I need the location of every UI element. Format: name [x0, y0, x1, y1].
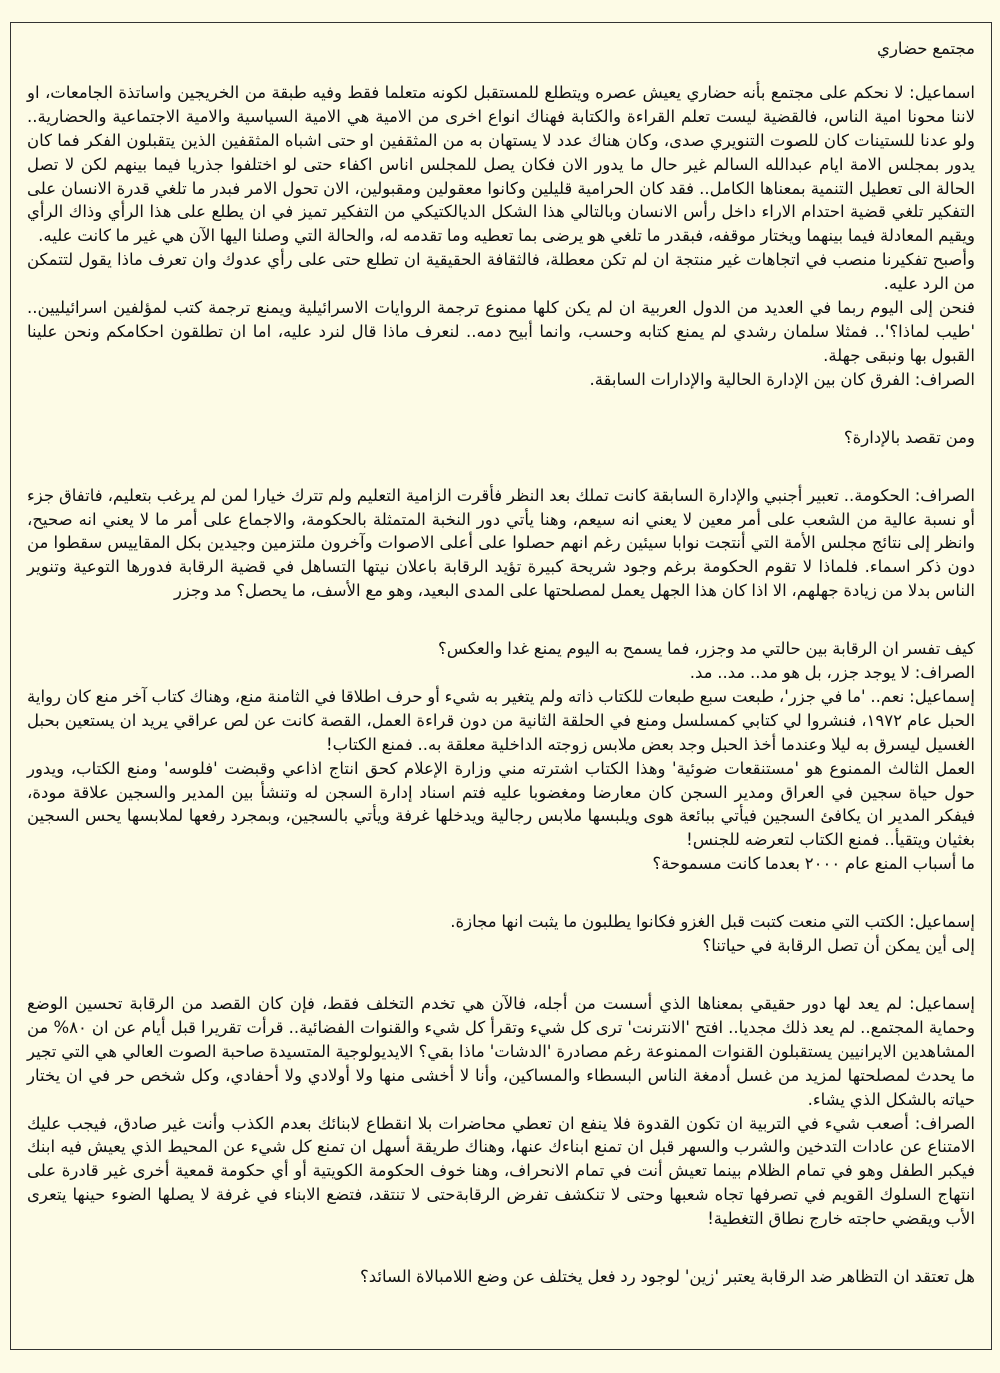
question-4: إلى أين يمكن أن تصل الرقابة في حياتنا؟: [702, 936, 975, 956]
spacer: [27, 876, 975, 910]
paragraph-ismail-6: إسماعيل: الكتب التي منعت كتبت قبل الغزو فكانوا يطلبون ما يثبت انها مجازة.: [450, 912, 975, 932]
paragraph-ismail-2: وأصبح تفكيرنا منصب في اتجاهات غير منتجة ان لم تكن معطلة، فالثقافة الحقيقية ان تطلع حتى على رأي عدوك وان تعرف ماذا يقول لتتمكن من الرد عليه.: [27, 250, 975, 294]
spacer: [27, 1231, 975, 1265]
spacer: [27, 603, 975, 637]
paragraph-ismail-1: اسماعيل: لا نحكم على مجتمع بأنه حضاري يعيش عصره ويتطلع للمستقبل لكونه متعلما فقط وفيه طبقة من الخريجين واساتذة الجامعات، او لاننا محونا امية الناس، فالقضية ليست تعلم القراءة والكتابة فهناك انواع اخرى من الامية هي الامية السياسية والامية الاجتماعية والحضارية.. ولو عدنا للستينات كان للصوت التنويري صدى، وكان هناك عدد لا يستهان به من المثقفين او حتى اشباه المثقفين الذين يتقبلون الفكر فما كان يدور بمجلس الامة ايام عبدالله السالم غير حال ما يدور الان فكان يصل للمجلس اناس اكفاء حتى لو اختلفوا جذريا فيما بينهم لكن لا تصل الحالة الى تعطيل التنمية بمعناها الكامل.. فقد كان الحرامية قليلين وكانوا معقولين ومقبولين، الان تحول الامر فبدر ما تلغي قدرة الانسان على التفكير تلغي قضية احتدام الاراء داخل رأس الانسان وبالتالي هذا الشكل الديالكتيكي من التفكير تميز في ان يطلع على هذا الرأي وذاك الرأي ويقيم المعادلة فيما بينهما ويختار موقفه، فبقدر ما تلغي هو يرضى بما تعطيه وما تقدمه له، والحالة التي وصلنا اليها الآن هي غير ما كانت عليه.: [27, 82, 975, 246]
paragraph-sarraf-1: الصراف: الفرق كان بين الإدارة الحالية والإدارات السابقة.: [589, 369, 975, 389]
paragraph-sarraf-4: الصراف: أصعب شيء في التربية ان تكون القدوة فلا ينفع ان تعطي محاضرات بلا انقطاع لابنائك بعدم الكذب وأنت غير صادق، فيجب عليك الامتناع عن عادات التدخين والشرب والسهر قبل ان تمنع ابناءك عنها، وهناك طريقة أسهل ان تمنع كل شيء عن المحيط الذي يعيش فيه ابنك فيكبر الطفل وهو في تمام الظلام بينما تعيش أنت في تمام الانحراف، وهنا خوف الحكومة الكويتية أو أي حكومة قمعية أخرى غير قادرة على انتهاج السلوك القويم في تصرفها تجاه شعبها وحتى لا تنكشف تفرض الرقابةحتى لا تنتقد، فتضع الابناء في غرفة لا يصلها الضوء حينها يتعرى الأب ويقضي حاجته خارج نطاق التغطية!: [27, 1113, 975, 1229]
paragraph-ismail-7: إسماعيل: لم يعد لها دور حقيقي بمعناها الذي أسست من أجله، فالآن هي تخدم التخلف فقط، فإن كان القصد من الرقابة تحسين الوضع وحماية المجتمع.. لم يعد ذلك مجديا.. افتح 'الانترنت' ترى كل شيء وتقرأ كل شيء والقنوات الفضائية.. قرأت تقريرا قبل أيام عن ان ٨٠% من المشاهدين الايرانيين يستقبلون القنوات الممنوعة رغم مصادرة 'الدشات' ماذا بقي؟ الايديولوجية المتسيدة صاحبة الصوت العالي هي التي تجير ما يحدث لمصلحتها لمزيد من غسل أدمغة الناس البسطاء والمساكين، وأنا لا أخشى منها ولا أولادي ولا أحفادي، وكل شخص حر في ان يختار حياته بالشكل الذي يشاء.: [27, 994, 975, 1109]
spacer: [27, 392, 975, 426]
question-1: ومن تقصد بالإدارة؟: [843, 427, 975, 447]
paragraph-ismail-3: فنحن إلى اليوم ربما في العديد من الدول العربية ان لم يكن كلها ممنوع ترجمة الروايات الاسرائيلية ويمنع ترجمة كتب لمؤلفين اسرائيليين.. 'طيب لماذا؟'.. فمثلا سلمان رشدي لم يمنع كتابه وحسب، وانما أبيح دمه.. لنعرف ماذا قال لنرد عليه، اما ان تطلقون احكامكم ونحن علينا القبول بها ونبقى جهلة.: [27, 298, 975, 365]
spacer: [27, 450, 975, 484]
document-page: [10, 22, 992, 1350]
paragraph-ismail-5: العمل الثالث الممنوع هو 'مستنقعات ضوئية' وهذا الكتاب اشترته مني وزارة الإعلام كحق انتاج اذاعي وقبضت 'فلوسه' ومنع الكتاب، ويدور حول حياة سجين في العراق ومدير السجن كان معارضا ومغضوبا عليه فتم اسناد إدارة السجن له وتنشأ بين المدير والسجين علاقة مودة، فيفكر المدير ان يكافئ السجين فيأتي ببائعة هوى ويلبسها ملابس رجالية ويدخلها غرفة ويأتي بالسجين، وبمجرد رفعها لملابسها يحس السجين بغثيان ويتقيأ.. فمنع الكتاب لتعرضه للجنس!: [27, 758, 975, 850]
paragraph-sarraf-2: الصراف: الحكومة.. تعبير أجنبي والإدارة السابقة كانت تملك بعد النظر فأقرت الزامية التعليم ولم تترك خيارا لمن لم يرغب بتعليم، فاتفاق جزء أو نسبة عالية من الشعب على أمر معين لا يعني انه سيعم، وهنا يأتي دور النخبة المتمثلة بالحكومة، والاجماع على أمر ما لا يعني انه صحيح، وانظر إلى نتائج مجلس الأمة التي أنتجت نوابا سيئين رغم انهم حصلوا على أعلى الاصوات وآخرون ملتزمين وجيدين بكل المقاييس سقطوا من دون ذكر اسماء. فلماذا لا تقوم الحكومة برغم وجود شريحة كبيرة تؤيد الرقابة باعلان نيتها التساهل في قضية الرقابة فدورها التوعية وتنوير الناس بدلا من زيادة جهلهم، الا اذا كان هذا الجهل يعمل لمصلحتها على المدى البعيد، وهو مع الأسف، ما يحصل؟ مد وجزر: [27, 485, 975, 601]
article-body: [11, 23, 991, 1289]
question-2: كيف تفسر ان الرقابة بين حالتي مد وجزر، فما يسمح به اليوم يمنع غدا والعكس؟: [438, 639, 975, 659]
spacer: [27, 958, 975, 992]
question-3: ما أسباب المنع عام ٢٠٠٠ بعدما كانت مسموحة؟: [652, 854, 975, 874]
question-5: هل تعتقد ان التظاهر ضد الرقابة يعتبر 'زين' لوجود رد فعل يختلف عن وضع اللامبالاة السائد؟: [359, 1267, 975, 1287]
paragraph-sarraf-3: الصراف: لا يوجد جزر، بل هو مد.. مد.. مد.: [689, 663, 975, 683]
article-title: مجتمع حضاري: [877, 39, 975, 58]
paragraph-ismail-4: إسماعيل: نعم.. 'ما في جزر'، طبعت سبع طبعات للكتاب ذاته ولم يتغير به شيء أو حرف اطلاقا في الثامنة منع، وهناك كتاب آخر منع كان رواية الحبل عام ١٩٧٢، فنشروا لي كتابي كمسلسل ومنع في الحلقة الثانية من دون قراءة العمل، القصة كانت عن لص عراقي يريد ان يستعين بحبل الغسيل ليسرق به ليلا وعندما أخذ الحبل وجد بعض ملابس زوجته الداخلية معلقة به.. فمنع الكتاب!: [27, 686, 975, 754]
